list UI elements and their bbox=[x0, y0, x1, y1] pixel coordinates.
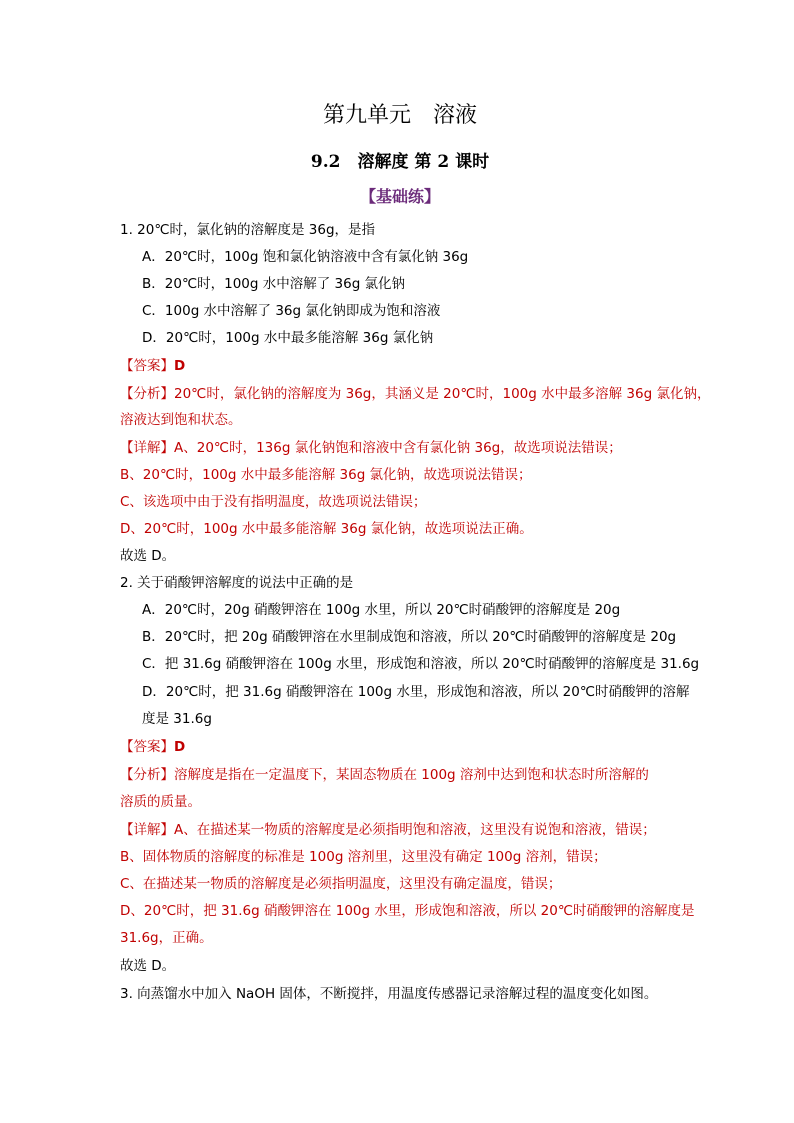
question-2-option-c: C．把 31.6g 硝酸钾溶在 100g 水里，形成饱和溶液，所以 20℃时硝酸钾的溶解度是 31.6g bbox=[142, 656, 700, 672]
question-2-option-b: B．20℃时，把 20g 硝酸钾溶在水里制成饱和溶液，所以 20℃时硝酸钾的溶解度是 20g bbox=[142, 629, 677, 645]
section-tag: 【基础练】 bbox=[359, 187, 440, 206]
detail-label: 【详解】 bbox=[120, 440, 174, 456]
question-2-detail-d-cont: 31.6g，正确。 bbox=[120, 930, 213, 946]
unit-title: 第九单元 溶液 bbox=[322, 103, 477, 128]
lesson-title: 9.2 溶解度 第 2 课时 bbox=[310, 152, 490, 172]
answer-value: D bbox=[174, 358, 186, 374]
question-3-stem: 3. 向蒸馏水中加入 NaOH 固体，不断搅拌，用温度传感器记录溶解过程的温度变化如图。 bbox=[120, 986, 658, 1002]
question-2-detail-c: C、在描述某一物质的溶解度是必须指明温度，这里没有确定温度，错误； bbox=[120, 876, 562, 892]
question-1-analysis bbox=[120, 384, 710, 404]
question-1-choose: 故选 D。 bbox=[120, 548, 176, 564]
analysis-text: 20℃时，氯化钠的溶解度为 36g，其涵义是 20℃时，100g 水中最多溶解 36g 氯化钠， bbox=[174, 386, 711, 402]
question-2-choose: 故选 D。 bbox=[120, 958, 176, 974]
question-1-stem: 1. 20℃时，氯化钠的溶解度是 36g，是指 bbox=[120, 222, 376, 238]
question-2-analysis-cont: 溶质的质量。 bbox=[120, 794, 201, 810]
answer-label: 【答案】 bbox=[120, 739, 174, 755]
question-2-option-d-cont: 度是 31.6g bbox=[142, 711, 212, 727]
question-2-option-d: D．20℃时，把 31.6g 硝酸钾溶在 100g 水里，形成饱和溶液，所以 20℃时硝酸钾的溶解 bbox=[142, 684, 690, 700]
question-1-detail-d: D、20℃时，100g 水中最多能溶解 36g 氯化钠，故选项说法正确。 bbox=[120, 521, 533, 537]
question-2-detail bbox=[120, 820, 656, 840]
answer-label: 【答案】 bbox=[120, 358, 174, 374]
question-1-detail-c: C、该选项中由于没有指明温度，故选项说法错误； bbox=[120, 494, 427, 510]
question-1-detail bbox=[120, 438, 622, 458]
analysis-label: 【分析】 bbox=[120, 386, 174, 402]
question-1-option-d: D．20℃时，100g 水中最多能溶解 36g 氯化钠 bbox=[142, 330, 434, 346]
question-1-answer bbox=[120, 356, 185, 376]
question-2-detail-b: B、固体物质的溶解度的标准是 100g 溶剂里，这里没有确定 100g 溶剂，错误； bbox=[120, 849, 607, 865]
detail-text: A、20℃时，136g 氯化钠饱和溶液中含有氯化钠 36g，故选项说法错误； bbox=[174, 440, 622, 456]
detail-text: A、在描述某一物质的溶解度是必须指明饱和溶液，这里没有说饱和溶液，错误； bbox=[174, 822, 656, 838]
analysis-label: 【分析】 bbox=[120, 767, 174, 783]
question-2-option-a: A．20℃时，20g 硝酸钾溶在 100g 水里，所以 20℃时硝酸钾的溶解度是 20g bbox=[142, 602, 621, 618]
question-2-detail-d: D、20℃时，把 31.6g 硝酸钾溶在 100g 水里，形成饱和溶液，所以 20℃时硝酸钾的溶解度是 bbox=[120, 903, 695, 919]
question-1-option-a: A．20℃时，100g 饱和氯化钠溶液中含有氯化钠 36g bbox=[142, 249, 469, 265]
question-1-option-c: C．100g 水中溶解了 36g 氯化钠即成为饱和溶液 bbox=[142, 303, 441, 319]
question-2-analysis bbox=[120, 765, 649, 785]
answer-value: D bbox=[174, 739, 186, 755]
detail-label: 【详解】 bbox=[120, 822, 174, 838]
question-1-detail-b: B、20℃时，100g 水中最多能溶解 36g 氯化钠，故选项说法错误； bbox=[120, 467, 532, 483]
question-1-option-b: B．20℃时，100g 水中溶解了 36g 氯化钠 bbox=[142, 276, 406, 292]
question-2-stem: 2. 关于硝酸钾溶解度的说法中正确的是 bbox=[120, 575, 354, 591]
question-2-answer bbox=[120, 737, 185, 757]
analysis-text: 溶解度是指在一定温度下，某固态物质在 100g 溶剂中达到饱和状态时所溶解的 bbox=[174, 767, 649, 783]
question-1-analysis-cont: 溶液达到饱和状态。 bbox=[120, 412, 242, 428]
